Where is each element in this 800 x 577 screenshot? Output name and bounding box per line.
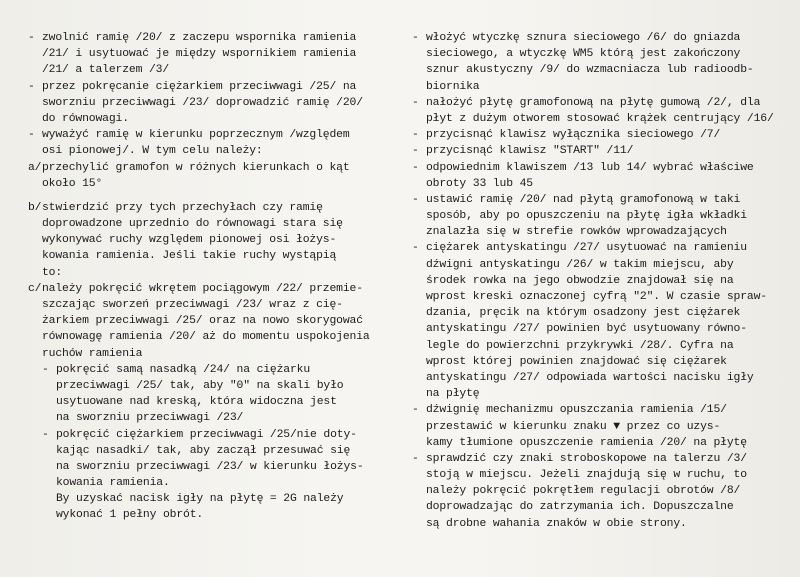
text-line: [412, 321, 784, 337]
line-marker: c/: [28, 282, 42, 295]
text-line: [28, 30, 390, 46]
line-text: znalazła się w strefie rowków wprowadzających: [426, 226, 727, 239]
line-text: przeciwwagi /25/ tak, aby "0" na skali było: [56, 379, 344, 392]
text-line: [412, 127, 784, 143]
line-text: należy pokręcić pokrętłem regulacji obrotów /8/: [426, 485, 741, 498]
line-text: dźwigni antyskatingu /26/ w takim miejscu, aby: [426, 258, 734, 271]
line-text: sprawdzić czy znaki stroboskopowe na talerzu /3/: [426, 452, 747, 465]
line-text: ustawić ramię /20/ nad płytą gramofonową w taki: [426, 193, 741, 206]
text-line: [28, 475, 390, 491]
text-line: [28, 281, 390, 297]
line-text: ruchów ramienia: [42, 347, 143, 360]
text-line: [412, 111, 784, 127]
line-marker: -: [412, 452, 419, 465]
text-line: [412, 499, 784, 515]
text-line: [28, 95, 390, 111]
line-text: to:: [42, 266, 63, 279]
line-marker: -: [412, 129, 419, 142]
line-marker: -: [412, 32, 419, 44]
text-line: [412, 338, 784, 354]
sub-marker: -: [42, 363, 49, 376]
text-line: [412, 370, 784, 386]
text-line: [412, 516, 784, 532]
text-line: [28, 297, 390, 313]
line-marker: -: [412, 404, 419, 417]
line-text: do równowagi.: [42, 112, 129, 125]
line-text: środek rowka na jego obwodzie znajdował się na: [426, 274, 734, 287]
line-text: stoją w miejscu. Jeżeli znajdują się w ruchu, to: [426, 469, 747, 482]
text-line: [28, 46, 390, 62]
text-line: [28, 362, 390, 378]
line-text: pokręcić samą nasadką /24/ na ciężarku: [56, 363, 311, 376]
text-line: [28, 62, 390, 78]
paragraph-gap: [28, 192, 390, 200]
text-line: [412, 435, 784, 451]
text-line: [28, 200, 390, 216]
text-line: [28, 143, 390, 159]
line-text: ciężarek antyskatingu /27/ usytuować na ramieniu: [426, 242, 747, 255]
text-line: [412, 160, 784, 176]
line-text: pokręcić ciężarkiem przeciwwagi /25/nie doty-: [56, 428, 357, 441]
text-line: [412, 354, 784, 370]
line-text: /21/ a talerzem /3/: [42, 64, 170, 77]
text-line: [28, 111, 390, 127]
text-line: [412, 208, 784, 224]
line-text: sznur akustyczny /9/ do wzmacniacza lub radioodb-: [426, 64, 754, 77]
line-text: dzania, pręcik na którym osadzony jest ciężarek: [426, 307, 741, 320]
text-line: [28, 216, 390, 232]
line-text: osi pionowej/. W tym celu należy:: [42, 145, 263, 158]
left-column: [28, 30, 390, 524]
line-text: płyt z dużym otworem stosować krążek centrujący /16/: [426, 112, 774, 125]
text-line: [412, 419, 784, 435]
line-text: przycisnąć klawisz wyłącznika sieciowego /7/: [426, 129, 721, 142]
line-text: antyskatingu /27/ odpowiada wartości nacisku igły: [426, 371, 754, 384]
text-line: [28, 443, 390, 459]
line-text: przestawić w kierunku znaku ▼ przez co uzys-: [426, 420, 721, 433]
text-line: [412, 79, 784, 95]
line-text: kając nasadki/ tak, aby zaczął przesuwać się: [56, 444, 351, 457]
line-marker: -: [28, 80, 35, 93]
text-line: [28, 127, 390, 143]
text-line: [28, 329, 390, 345]
line-marker: b/: [28, 201, 42, 214]
line-text: kowania ramienia.: [56, 477, 170, 490]
line-text: odpowiednim klawiszem /13 lub 14/ wybrać właściwe: [426, 161, 754, 174]
text-line: [28, 507, 390, 523]
text-line: [28, 394, 390, 410]
line-text: /21/ i usytuować je między wspornikiem ramienia: [42, 48, 357, 61]
line-text: antyskatingu /27/ powinien być usytuowany równo-: [426, 323, 747, 336]
text-line: [28, 232, 390, 248]
text-line: [412, 257, 784, 273]
line-text: usytuowane nad kreską, która widoczna jest: [56, 396, 337, 409]
text-line: [28, 313, 390, 329]
line-text: nałożyć płytę gramofonową na płytę gumową /2/, dla: [426, 96, 761, 109]
line-text: około 15°: [42, 177, 103, 190]
line-text: kamy tłumione opuszczenie ramienia /20/ na płytę: [426, 436, 747, 449]
text-line: [412, 386, 784, 402]
line-text: szczając sworzeń przeciwwagi /23/ wraz z cię-: [42, 299, 343, 311]
line-text: zwolnić ramię /20/ z zaczepu wspornika ramienia: [42, 32, 357, 44]
line-marker: -: [412, 96, 419, 109]
line-text: wyważyć ramię w kierunku poprzecznym /względem: [42, 129, 350, 142]
line-text: stwierdzić przy tych przechyłach czy ramię: [42, 201, 323, 214]
text-line: [28, 459, 390, 475]
line-text: na sworzniu przeciwwagi /23/ w kierunku łożys-: [56, 460, 364, 473]
line-marker: -: [28, 129, 35, 142]
line-text: wykonać 1 pełny obrót.: [56, 509, 204, 522]
line-text: wprost kreski oznaczonej cyfrą "2". W czasie spraw-: [426, 291, 767, 303]
text-line: [28, 427, 390, 443]
text-line: [412, 62, 784, 78]
text-line: [412, 192, 784, 208]
line-text: przez pokręcanie ciężarkiem przeciwwagi /25/ na: [42, 80, 357, 93]
text-line: [412, 467, 784, 483]
line-marker: -: [412, 193, 419, 206]
text-line: [412, 305, 784, 321]
line-text: doprowadzone uprzednio do równowagi stara się: [42, 218, 343, 231]
line-text: przycisnąć klawisz "START" /11/: [426, 145, 634, 158]
text-line: [412, 176, 784, 192]
line-text: sposób, aby po opuszczeniu na płytę igła wkładki: [426, 210, 747, 223]
text-line: [412, 30, 784, 46]
line-text: dźwignię mechanizmu opuszczania ramienia /15/: [426, 404, 727, 417]
line-marker: -: [412, 242, 419, 255]
line-text: sworzniu przeciwwagi /23/ doprowadzić ramię /20/: [42, 96, 363, 109]
line-marker: -: [28, 32, 35, 44]
line-text: obroty 33 lub 45: [426, 177, 533, 190]
line-text: równowagę ramienia /20/ aż do momentu uspokojenia: [42, 331, 370, 344]
text-line: [412, 483, 784, 499]
text-line: [28, 346, 390, 362]
text-line: [28, 378, 390, 394]
line-text: żarkiem przeciwwagi /25/ oraz na nowo skorygować: [42, 315, 363, 328]
text-line: [412, 289, 784, 305]
text-line: [412, 143, 784, 159]
line-text: kowania ramienia. Jeśli takie ruchy wystąpią: [42, 250, 337, 263]
line-marker: -: [412, 161, 419, 174]
line-text: legle do powierzchni przykrywki /28/. Cyfra na: [426, 339, 734, 352]
text-line: [28, 176, 390, 192]
line-text: włożyć wtyczkę sznura sieciowego /6/ do gniazda: [426, 32, 741, 44]
line-text: doprowadzając do zatrzymania ich. Dopuszczalne: [426, 501, 734, 514]
text-line: [412, 95, 784, 111]
text-line: [412, 224, 784, 240]
text-line: [28, 79, 390, 95]
line-text: wykonywać ruchy względem pionowej osi łożys-: [42, 234, 337, 247]
text-line: [412, 402, 784, 418]
right-column: [412, 30, 784, 532]
line-text: biornika: [426, 80, 480, 93]
text-line: [28, 160, 390, 176]
text-line: [28, 410, 390, 426]
text-line: [28, 248, 390, 264]
text-line: [412, 451, 784, 467]
sub-marker: -: [42, 428, 49, 441]
line-marker: -: [412, 145, 419, 158]
line-text: By uzyskać nacisk igły na płytę = 2G należy: [56, 493, 344, 506]
text-line: [28, 265, 390, 281]
text-line: [28, 491, 390, 507]
line-text: na płytę: [426, 388, 480, 401]
line-text: przechylić gramofon w różnych kierunkach o kąt: [42, 161, 350, 174]
line-text: są drobne wahania znaków w obie strony.: [426, 517, 687, 530]
line-text: wprost której powinien znajdować się ciężarek: [426, 355, 727, 368]
line-text: należy pokręcić wkrętem pociągowym /22/ przemie-: [42, 282, 363, 295]
text-line: [412, 273, 784, 289]
line-marker: a/: [28, 161, 42, 174]
text-line: [412, 240, 784, 256]
text-line: [412, 46, 784, 62]
line-text: sieciowego, a wtyczkę WM5 którą jest zakończony: [426, 48, 741, 61]
line-text: na sworzniu przeciwwagi /23/: [56, 412, 244, 425]
